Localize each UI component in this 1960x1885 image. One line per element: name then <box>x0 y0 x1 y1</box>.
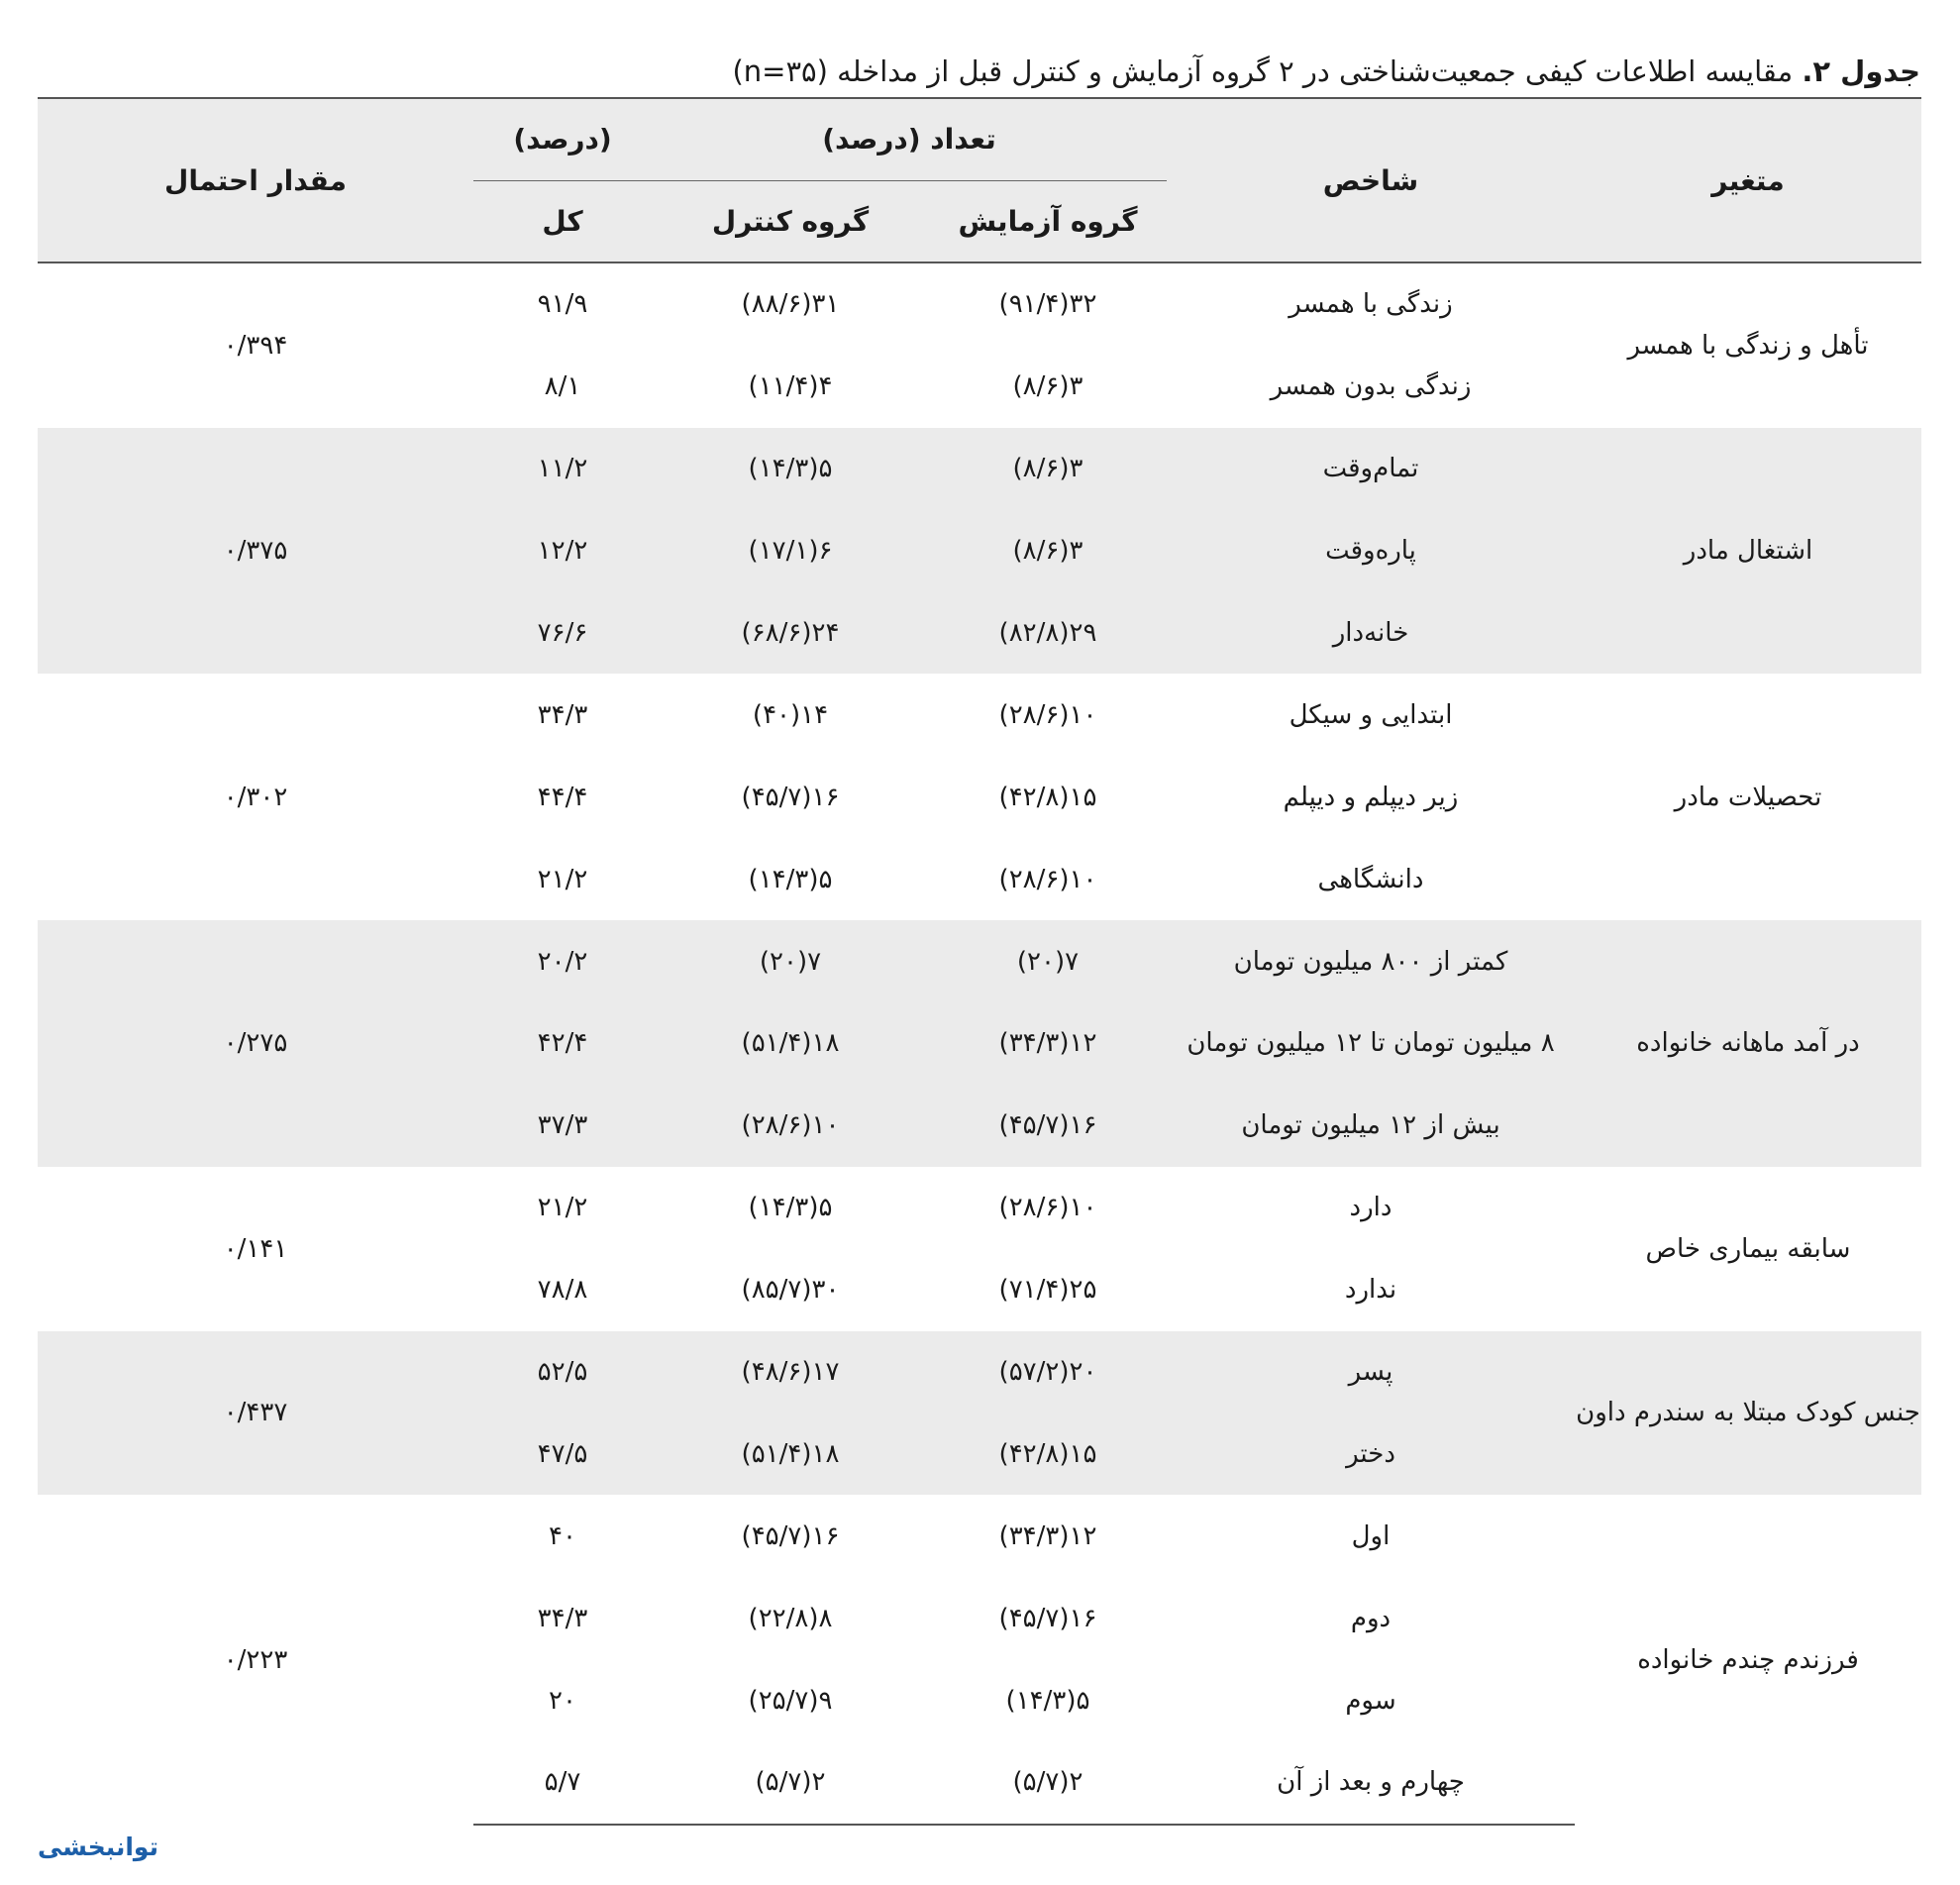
header-count-percent: تعداد (درصد) <box>652 98 1167 180</box>
experimental-cell: ۱۲(۳۴/۳) <box>929 1002 1167 1085</box>
experimental-cell: ۳۲(۹۱/۴) <box>998 289 1097 320</box>
total-cell: ۴۰ <box>549 1520 576 1551</box>
table-group <box>38 1331 1921 1496</box>
index-cell: ابتدایی و سیکل <box>1289 699 1453 730</box>
total-cell: ۴۷/۵ <box>473 1413 652 1495</box>
experimental-cell: ۷(۲۰) <box>929 920 1167 1002</box>
experimental-cell: ۲۰(۵۷/۲) <box>929 1331 1167 1414</box>
index-cell: دختر <box>1167 1413 1575 1495</box>
total-cell: ۵۲/۵ <box>473 1331 652 1414</box>
control-cell: ۲۴(۶۸/۶) <box>652 592 929 675</box>
header-experimental: گروه آزمایش <box>929 180 1167 262</box>
control-cell: ۱۶(۴۵/۷) <box>741 1520 840 1551</box>
total-cell: ۲۱/۲ <box>537 864 588 894</box>
table-group <box>38 262 1921 428</box>
control-cell: ۷(۲۰) <box>652 920 929 1002</box>
index-cell: چهارم و بعد از آن <box>1167 1741 1575 1825</box>
demographics-table <box>38 97 1921 1826</box>
total-cell: ۹۱/۹ <box>537 289 588 320</box>
experimental-cell: ۱۰(۲۸/۶) <box>998 699 1097 730</box>
control-cell: ۱۴(۴۰) <box>752 699 829 730</box>
p-value-cell: ۰/۴۳۷ <box>38 1331 473 1496</box>
total-cell: ۳۷/۳ <box>473 1085 652 1167</box>
p-value-cell: ۰/۱۴۱ <box>223 1233 288 1264</box>
control-cell: ۱۸(۵۱/۴) <box>652 1002 929 1085</box>
p-value-cell: ۰/۳۹۴ <box>223 330 288 361</box>
index-cell: خانه‌دار <box>1167 592 1575 675</box>
control-cell: ۵(۱۴/۳) <box>748 1193 833 1223</box>
index-cell: اول <box>1351 1520 1391 1551</box>
control-cell: ۸(۲۲/۸) <box>748 1603 833 1633</box>
index-cell: زندگی با همسر <box>1289 289 1453 320</box>
table-row <box>38 1331 1921 1414</box>
table-row <box>38 428 1921 510</box>
control-cell: ۱۸(۵۱/۴) <box>652 1413 929 1495</box>
index-cell: زندگی بدون همسر <box>1270 371 1472 402</box>
p-value-cell: ۰/۲۷۵ <box>38 920 473 1167</box>
control-cell: ۶(۱۷/۱) <box>652 510 929 592</box>
variable-cell: تأهل و زندگی با همسر <box>1627 330 1869 361</box>
header-control: گروه کنترل <box>652 180 929 262</box>
index-cell: پاره‌وقت <box>1167 510 1575 592</box>
total-cell: ۲۰/۲ <box>473 920 652 1002</box>
journal-logo: توانبخشی <box>38 1833 158 1861</box>
control-cell: ۱۰(۲۸/۶) <box>652 1085 929 1167</box>
control-cell: ۳۰(۸۵/۷) <box>741 1275 840 1306</box>
experimental-cell: ۱۰(۲۸/۶) <box>998 864 1097 894</box>
experimental-cell: ۳(۸/۶) <box>929 510 1167 592</box>
total-cell: ۷۸/۸ <box>537 1275 588 1306</box>
experimental-cell: ۱۶(۴۵/۷) <box>929 1085 1167 1167</box>
control-cell: ۵(۱۴/۳) <box>652 428 929 510</box>
p-value-cell: ۰/۳۷۵ <box>38 428 473 675</box>
index-cell: دارد <box>1349 1193 1393 1223</box>
total-cell: ۲۱/۲ <box>537 1193 588 1223</box>
experimental-cell: ۱۵(۴۲/۸) <box>929 1413 1167 1495</box>
header-total: کل <box>473 180 652 262</box>
experimental-cell: ۲۹(۸۲/۸) <box>929 592 1167 675</box>
index-cell: دوم <box>1350 1603 1392 1633</box>
experimental-cell: ۱۶(۴۵/۷) <box>998 1603 1097 1633</box>
index-cell: ندارد <box>1344 1275 1397 1306</box>
table-group <box>38 1495 1921 1825</box>
index-cell: ۸ میلیون تومان تا ۱۲ میلیون تومان <box>1167 1002 1575 1085</box>
variable-cell: اشتغال مادر <box>1575 428 1921 675</box>
total-cell: ۵/۷ <box>473 1741 652 1825</box>
header-percent: (درصد) <box>473 98 652 180</box>
index-cell: پسر <box>1167 1331 1575 1414</box>
experimental-cell: ۱۰(۲۸/۶) <box>998 1193 1097 1223</box>
table-group <box>38 920 1921 1167</box>
variable-cell: جنس کودک مبتلا به سندرم داون <box>1575 1331 1921 1496</box>
total-cell: ۴۲/۴ <box>473 1002 652 1085</box>
control-cell: ۹(۲۵/۷) <box>748 1685 833 1716</box>
header-p-value: مقدار احتمال <box>38 98 473 262</box>
total-cell: ۲۰ <box>549 1685 576 1716</box>
table-group <box>38 1167 1921 1331</box>
table-group <box>38 428 1921 675</box>
variable-cell: تحصیلات مادر <box>1674 782 1822 812</box>
table-header <box>38 98 1921 262</box>
caption-label: جدول ۲. <box>1802 54 1920 88</box>
index-cell: بیش از ۱۲ میلیون تومان <box>1167 1085 1575 1167</box>
total-cell: ۱۲/۲ <box>473 510 652 592</box>
experimental-cell: ۱۵(۴۲/۸) <box>998 782 1097 812</box>
variable-cell: فرزندم چندم خانواده <box>1637 1644 1859 1675</box>
index-cell: کمتر از ۸۰۰ میلیون تومان <box>1167 920 1575 1002</box>
total-cell: ۳۴/۳ <box>537 1603 588 1633</box>
p-value-cell: ۰/۳۰۲ <box>223 782 288 812</box>
table-row <box>38 262 1921 346</box>
index-cell: تمام‌وقت <box>1167 428 1575 510</box>
variable-cell: سابقه بیماری خاص <box>1645 1233 1851 1264</box>
control-cell: ۴(۱۱/۴) <box>748 371 833 402</box>
total-cell: ۳۴/۳ <box>537 699 588 730</box>
header-variable: متغیر <box>1575 98 1921 262</box>
experimental-cell: ۳(۸/۶) <box>929 428 1167 510</box>
index-cell: دانشگاهی <box>1317 864 1424 894</box>
total-cell: ۷۶/۶ <box>473 592 652 675</box>
table-row <box>38 920 1921 1002</box>
p-value-cell: ۰/۲۲۳ <box>223 1644 288 1675</box>
experimental-cell: ۲(۵/۷) <box>929 1741 1167 1825</box>
table-row <box>38 1495 1921 1577</box>
control-cell: ۱۶(۴۵/۷) <box>741 782 840 812</box>
control-cell: ۵(۱۴/۳) <box>748 864 833 894</box>
table-caption <box>39 48 1920 95</box>
total-cell: ۸/۱ <box>544 371 581 402</box>
control-cell: ۱۷(۴۸/۶) <box>652 1331 929 1414</box>
experimental-cell: ۱۲(۳۴/۳) <box>998 1520 1097 1551</box>
index-cell: زیر دیپلم و دیپلم <box>1283 782 1459 812</box>
header-index: شاخص <box>1167 98 1575 262</box>
total-cell: ۱۱/۲ <box>473 428 652 510</box>
caption-text: مقایسه اطلاعات کیفی جمعیت‌شناختی در ۲ گروه آزمایش و کنترل قبل از مداخله (n=۳۵) <box>732 54 1794 88</box>
control-cell: ۲(۵/۷) <box>652 1741 929 1825</box>
total-cell: ۴۴/۴ <box>537 782 588 812</box>
table-row <box>38 1167 1921 1249</box>
variable-cell: در آمد ماهانه خانواده <box>1575 920 1921 1167</box>
experimental-cell: ۲۵(۷۱/۴) <box>998 1275 1097 1306</box>
experimental-cell: ۵(۱۴/۳) <box>1005 1685 1090 1716</box>
table-row <box>38 674 1921 756</box>
table-group <box>38 674 1921 920</box>
control-cell: ۳۱(۸۸/۶) <box>741 289 840 320</box>
index-cell: سوم <box>1345 1685 1396 1716</box>
experimental-cell: ۳(۸/۶) <box>1012 371 1083 402</box>
